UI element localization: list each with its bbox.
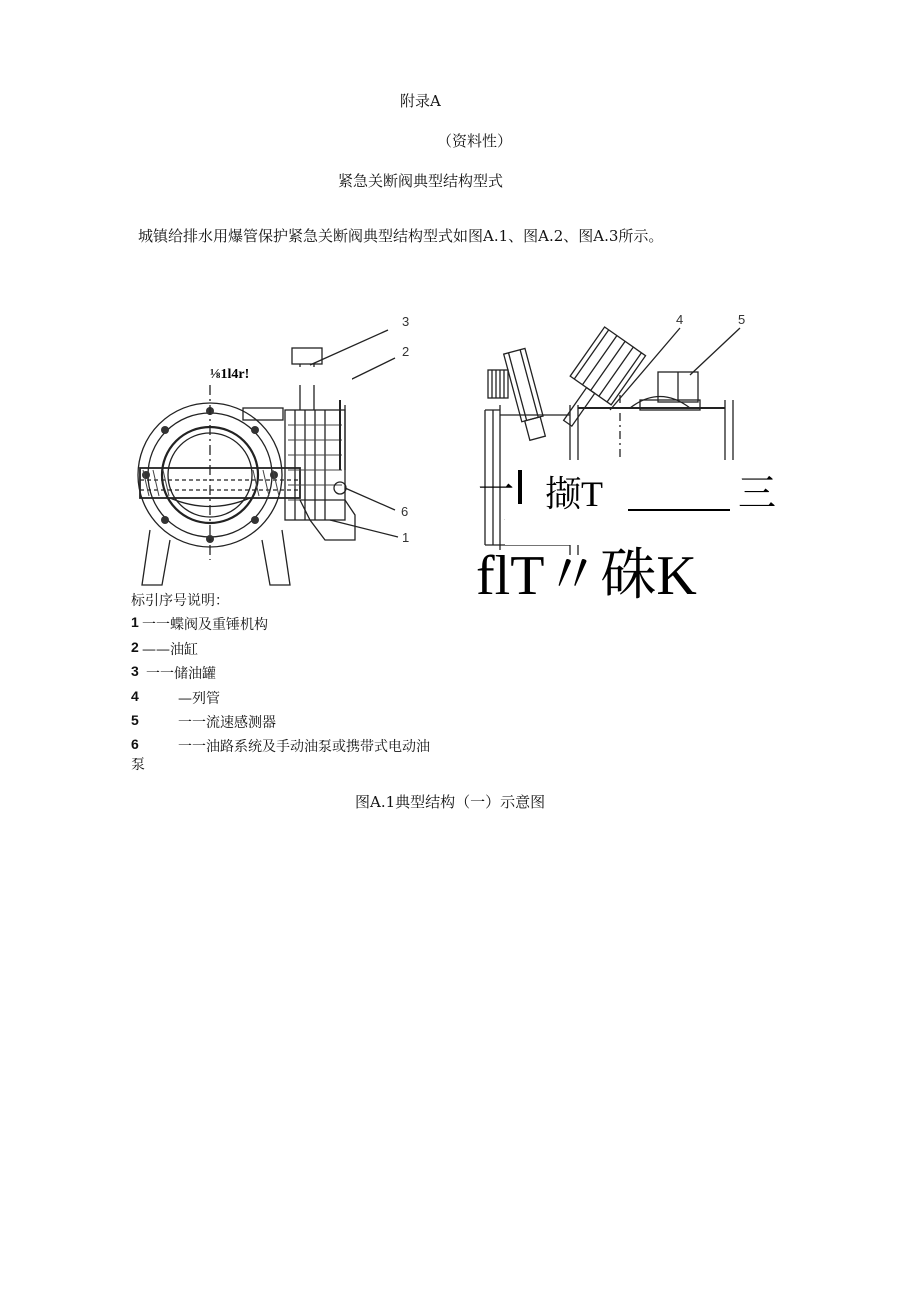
legend-text-5: 一一流速感测器 (178, 715, 276, 731)
legend-num-4: 4 (131, 688, 139, 704)
figure-drawing (0, 0, 920, 620)
intro-paragraph: 城镇给排水用爆管保护紧急关断阀典型结构型式如图A.1、图A.2、图A.3所示。 (138, 227, 664, 245)
callout-2: 2 (402, 344, 410, 359)
ocr-artifact-right: 三 (738, 473, 777, 515)
legend-text-4: —列管 (178, 691, 220, 707)
callout-1: 1 (402, 530, 410, 545)
appendix-title: 紧急关断阀典型结构型式 (338, 172, 504, 190)
legend-wrap: 泵 (131, 757, 145, 773)
legend-num-5: 5 (131, 712, 139, 728)
ocr-artifact-small: ⅛1l4r! (210, 367, 250, 382)
legend-num-2: 2 (131, 639, 139, 655)
callout-3: 3 (402, 314, 410, 329)
ocr-artifact-line2: flT〃硃K (476, 545, 697, 607)
legend-heading: 标引序号说明： (131, 593, 229, 609)
legend-text-3: 一一储油罐 (146, 666, 216, 682)
ocr-artifact-dash: 一 (478, 470, 515, 510)
callout-4: 4 (676, 312, 684, 327)
legend-num-1: 1 (131, 614, 139, 630)
legend-text-1: 一一蝶阀及重锤机构 (142, 617, 268, 633)
appendix-type: （资料性） (437, 132, 513, 150)
callout-6: 6 (401, 504, 409, 519)
figure-caption: 图A.1典型结构（一）示意图 (355, 793, 546, 811)
ocr-artifact-bar (518, 470, 522, 504)
legend-num-6: 6 (131, 736, 139, 752)
callout-5: 5 (738, 312, 746, 327)
legend-text-6: 一一油路系统及手动油泵或携带式电动油 (178, 739, 430, 755)
ocr-artifact-mid: 撷T (545, 474, 603, 514)
appendix-label: 附录A (400, 92, 441, 110)
legend-num-3: 3 (131, 663, 139, 679)
legend-text-2: ——油缸 (142, 642, 198, 658)
